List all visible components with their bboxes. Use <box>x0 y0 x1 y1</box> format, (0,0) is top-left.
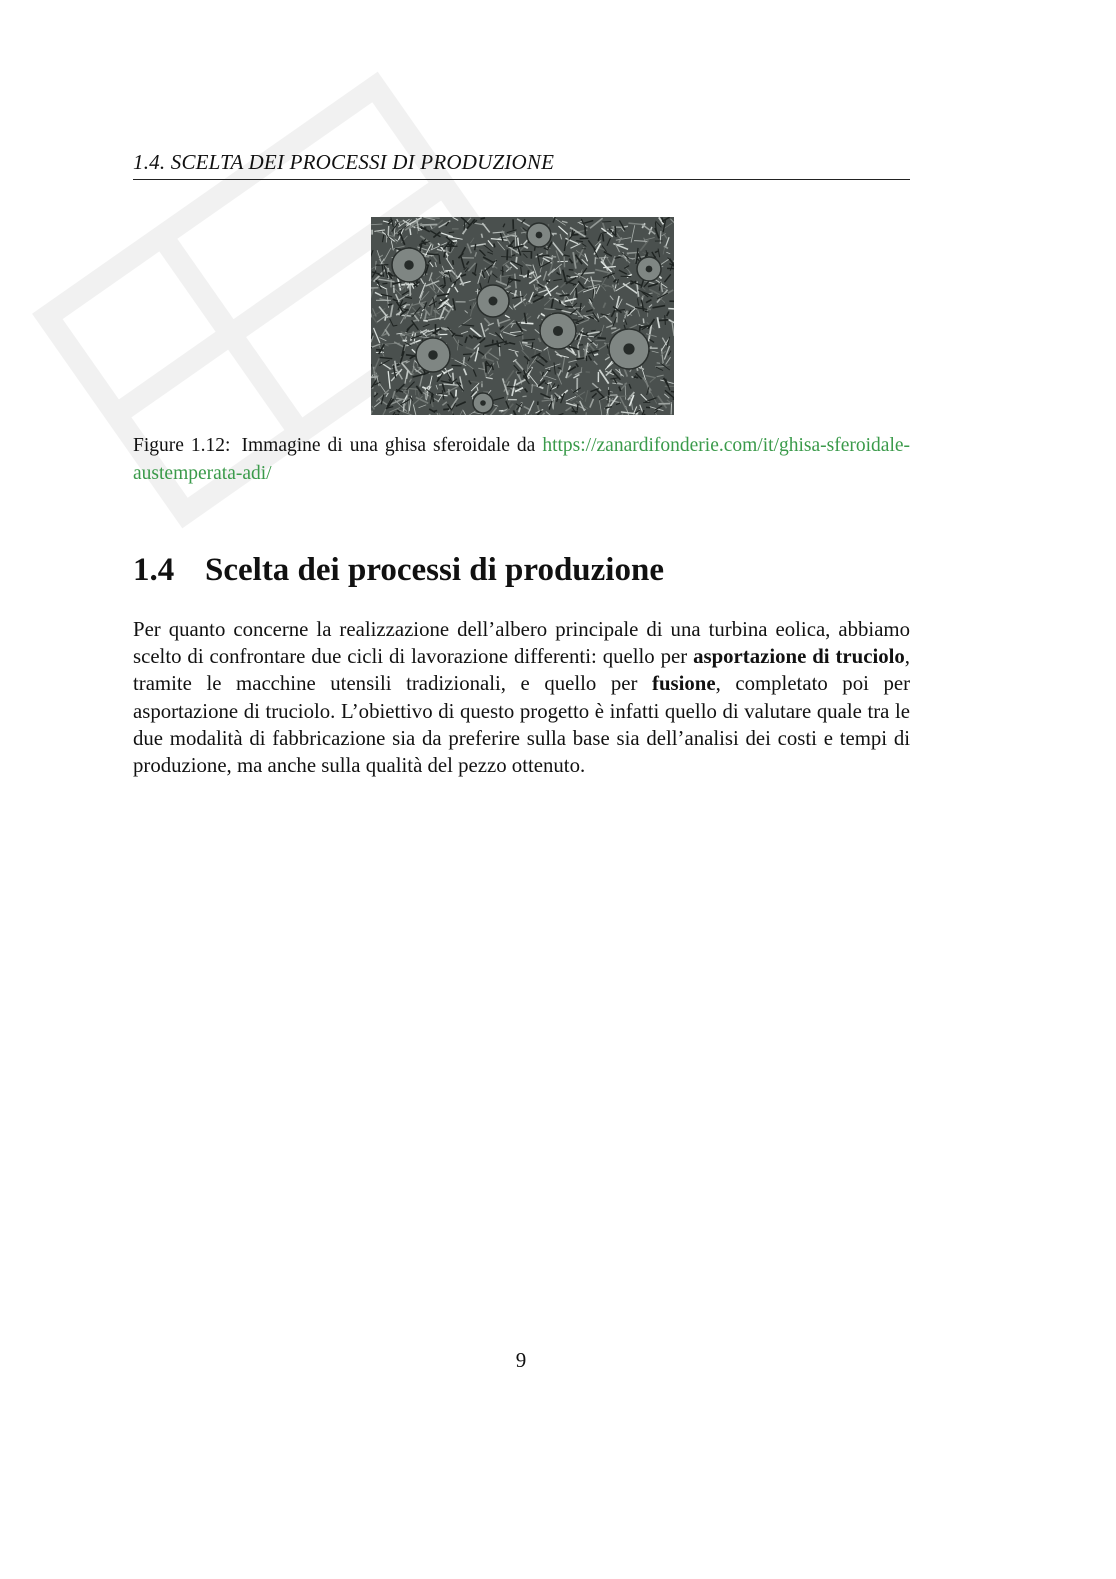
running-head: 1.4. SCELTA DEI PROCESSI DI PRODUZIONE <box>133 150 910 180</box>
paragraph-text-1: Per quanto concerne la realizzazione dell’albero principale di una turbina eolica, abbiamo scelto di confrontare due cicli di lavorazione differenti: quello per <box>133 618 910 669</box>
page-number: 9 <box>515 1348 527 1372</box>
paragraph-bold-2: fusione <box>652 672 716 696</box>
section-number: 1.4 <box>133 552 175 588</box>
section-heading <box>133 552 910 589</box>
body-paragraph <box>133 616 910 779</box>
micrograph-texture <box>371 217 674 415</box>
paragraph-bold-1: asportazione di truciolo <box>693 645 905 669</box>
paragraph-text-2: , tramite le macchine utensili tradizionali, e quello per <box>133 645 910 696</box>
section-title-text: Scelta dei processi di produzione <box>205 552 664 588</box>
caption-link[interactable]: https://zanardifonderie.com/it/ghisa-sferoidale-austemperata-adi/ <box>133 435 911 484</box>
figure-caption <box>133 432 910 488</box>
figure-micrograph-image <box>371 217 674 415</box>
caption-label: Figure 1.12: <box>133 435 231 456</box>
caption-text: Immagine di una ghisa sferoidale da <box>241 435 536 456</box>
paragraph-text-3: , completato poi per asportazione di truciolo. L’obiettivo di questo progetto è infatti quello di valutare quale tra le due modalità di fabbricazione sia da preferire sulla base sia dell’analisi dei costi e tempi di produzione, ma anche sulla qualità del pezzo ottenuto. <box>133 672 911 778</box>
